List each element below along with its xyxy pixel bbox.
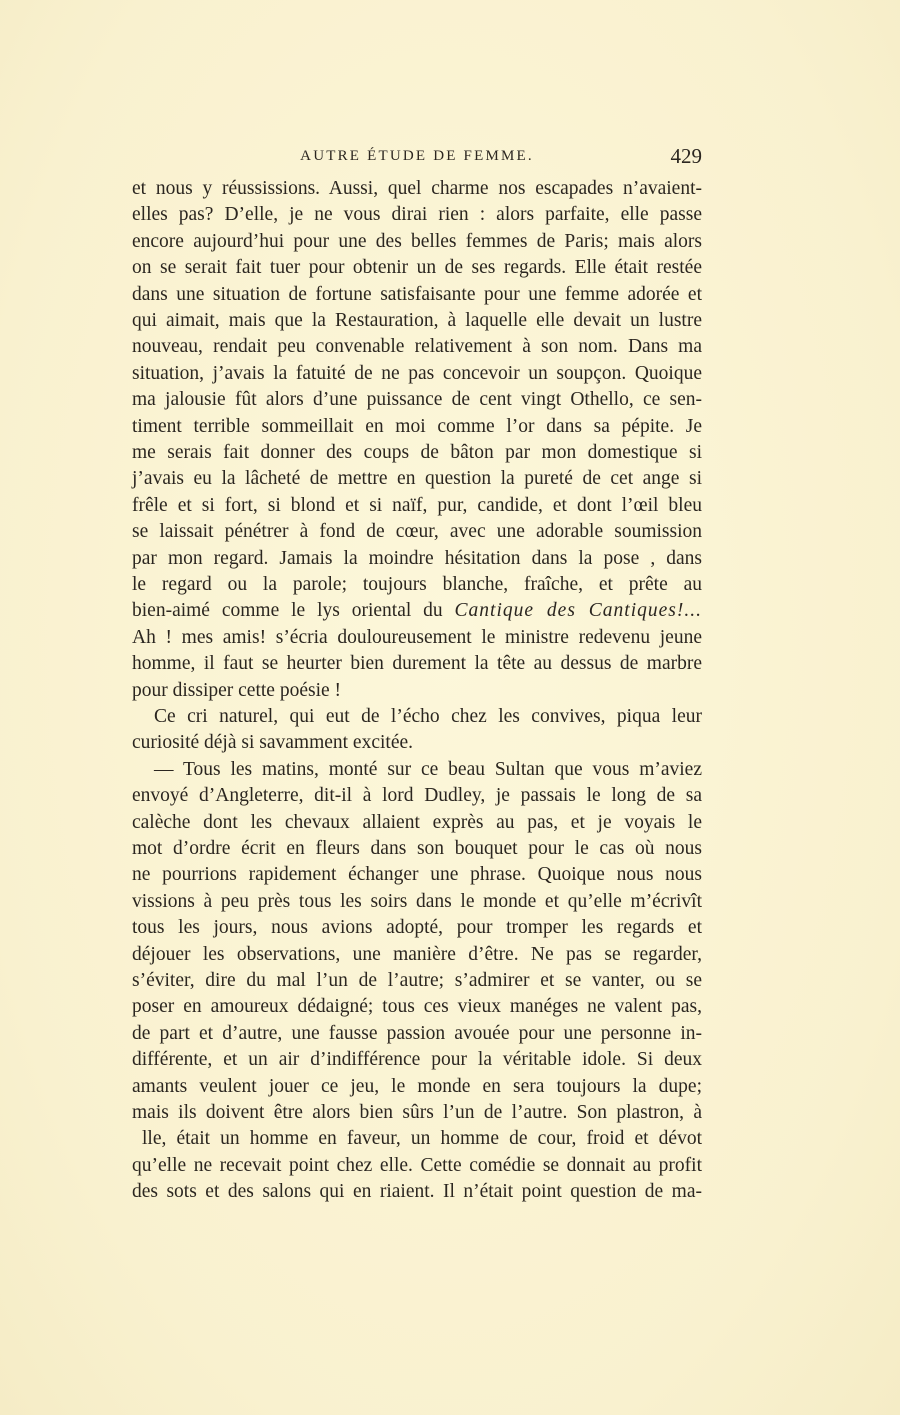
text-line: [132, 784, 702, 808]
text-line-content: frêle et si fort, si blond et si naïf, pur, candide, et dont l’œil bleu: [132, 494, 702, 516]
text-line-content: qui aimait, mais que la Restauration, à laquelle elle devait un lustre: [132, 310, 702, 331]
text-line: [132, 1101, 702, 1125]
text-line-content: ma jalousie fût alors d’une puissance de cent vingt Othello, ce sen-: [132, 389, 702, 411]
text-line: [132, 388, 702, 412]
text-line: [132, 1075, 702, 1099]
text-line: [132, 1022, 702, 1046]
text-line-content: qu’elle ne recevait point chez elle. Cette comédie se donnait au profit: [132, 1154, 702, 1176]
text-line: [132, 916, 702, 940]
text-line: [132, 362, 702, 386]
text-line: [132, 203, 702, 227]
text-line: [132, 309, 702, 333]
text-line: [132, 177, 702, 201]
running-title: AUTRE ÉTUDE DE FEMME.: [300, 148, 534, 164]
text-line: [132, 547, 702, 571]
text-line-content: calèche dont les chevaux allaient exprès au pas, et je voyais le: [132, 811, 702, 833]
text-line-content: encore aujourd’hui pour une des belles femmes de Paris; mais alors: [132, 230, 702, 252]
text-line-content: de part et d’autre, une fausse passion avouée pour une personne in-: [132, 1022, 702, 1044]
text-line: [132, 520, 702, 544]
text-line: [132, 335, 702, 359]
text-line: [132, 969, 702, 993]
text-line: [132, 599, 702, 623]
text-line-content: lle, était un homme en faveur, un homme de cour, froid et dévot: [142, 1128, 702, 1150]
text-line: [132, 256, 702, 280]
text-line: [132, 837, 702, 861]
text-line: [132, 679, 702, 703]
text-line-content: et nous y réussissions. Aussi, quel charme nos escapades n’avaient-: [132, 178, 702, 199]
text-line-content: envoyé d’Angleterre, dit-il à lord Dudley, je passais le long de sa: [132, 785, 702, 807]
text-line: [132, 467, 702, 491]
text-line: [132, 811, 702, 835]
text-line-content: s’éviter, dire du mal l’un de l’autre; s’admirer et se vanter, ou se: [132, 970, 702, 991]
text-line: [132, 1048, 702, 1072]
text-line: [132, 943, 702, 967]
text-line: [132, 863, 702, 887]
text-line: [132, 758, 702, 782]
text-line-content: Ce cri naturel, qui eut de l’écho chez les convives, piqua leur: [154, 706, 702, 727]
text-line-content: nouveau, rendait peu convenable relativement à son nom. Dans ma: [132, 336, 702, 358]
text-line: [132, 283, 702, 307]
text-line-content: ne pourrions rapidement échanger une phrase. Quoique nous nous: [132, 864, 702, 886]
text-line-content: le regard ou la parole; toujours blanche, fraîche, et prête au: [132, 574, 702, 595]
text-line: [132, 705, 702, 729]
text-line: [132, 731, 702, 755]
text-line: [132, 1180, 702, 1204]
text-line: [132, 1127, 702, 1151]
text-line: [132, 441, 702, 465]
text-line-content: situation, j’avais la fatuité de ne pas concevoir un soupçon. Quoique: [132, 362, 702, 384]
text-line-content: — Tous les matins, monté sur ce beau Sultan que vous m’aviez: [154, 758, 702, 780]
running-head: [132, 146, 702, 170]
text-line-content: pour dissiper cette poésie !: [132, 679, 342, 701]
text-line-content: j’avais eu la lâcheté de mettre en question la pureté de cet ange si: [132, 468, 702, 490]
text-line: [132, 626, 702, 650]
text-line-content: curiosité déjà si savamment excitée.: [132, 732, 414, 754]
text-line-content: me serais fait donner des coups de bâton par mon domestique si: [132, 442, 702, 463]
text-line-content: tous les jours, nous avions adopté, pour tromper les regards et: [132, 917, 702, 939]
text-line-content: elles pas? D’elle, je ne vous dirai rien : alors parfaite, elle passe: [132, 204, 702, 226]
text-line-content: mais ils doivent être alors bien sûrs l’un de l’autre. Son plastron, à: [132, 1102, 702, 1123]
text-line-content: vissions à peu près tous les soirs dans le monde et qu’elle m’écrivît: [132, 890, 702, 912]
text-line: [132, 995, 702, 1019]
text-line-content: timent terrible sommeillait en moi comme l’or dans sa pépite. Je: [132, 415, 702, 437]
text-line: [132, 652, 702, 676]
text-line-content: des sots et des salons qui en riaient. Il n’était point question de ma-: [132, 1181, 702, 1203]
text-line-content: déjouer les observations, une manière d’être. Ne pas se regarder,: [132, 943, 702, 965]
text-line-content: par mon regard. Jamais la moindre hésitation dans la pose , dans: [132, 547, 702, 569]
text-line: [132, 890, 702, 914]
text-line-content: mot d’ordre écrit en fleurs dans son bouquet pour le cas où nous: [132, 838, 702, 859]
italic-title: Cantique des Cantiques!...: [454, 600, 702, 622]
text-line-content: se laissait pénétrer à fond de cœur, avec une adorable soumission: [132, 521, 702, 543]
text-line: [132, 494, 702, 518]
text-line: [132, 1154, 702, 1178]
text-line-content: on se serait fait tuer pour obtenir un de ses regards. Elle était restée: [132, 257, 702, 279]
text-line-content: dans une situation de fortune satisfaisante pour une femme adorée et: [132, 283, 702, 305]
text-line: [132, 415, 702, 439]
page-number: 429: [670, 144, 702, 168]
text-line-content: différente, et un air d’indifférence pour la véritable idole. Si deux: [132, 1049, 702, 1071]
text-line-content: homme, il faut se heurter bien durement la tête au dessus de marbre: [132, 653, 702, 675]
text-line: [132, 573, 702, 597]
text-line-content: amants veulent jouer ce jeu, le monde en sera toujours la dupe;: [132, 1075, 702, 1097]
text-line-content: bien-aimé comme le lys oriental du: [132, 600, 455, 622]
text-line: [132, 230, 702, 254]
text-line-content: poser en amoureux dédaigné; tous ces vieux manéges ne valent pas,: [132, 996, 702, 1018]
text-line-content: Ah ! mes amis! s’écria douloureusement le ministre redevenu jeune: [132, 626, 702, 648]
